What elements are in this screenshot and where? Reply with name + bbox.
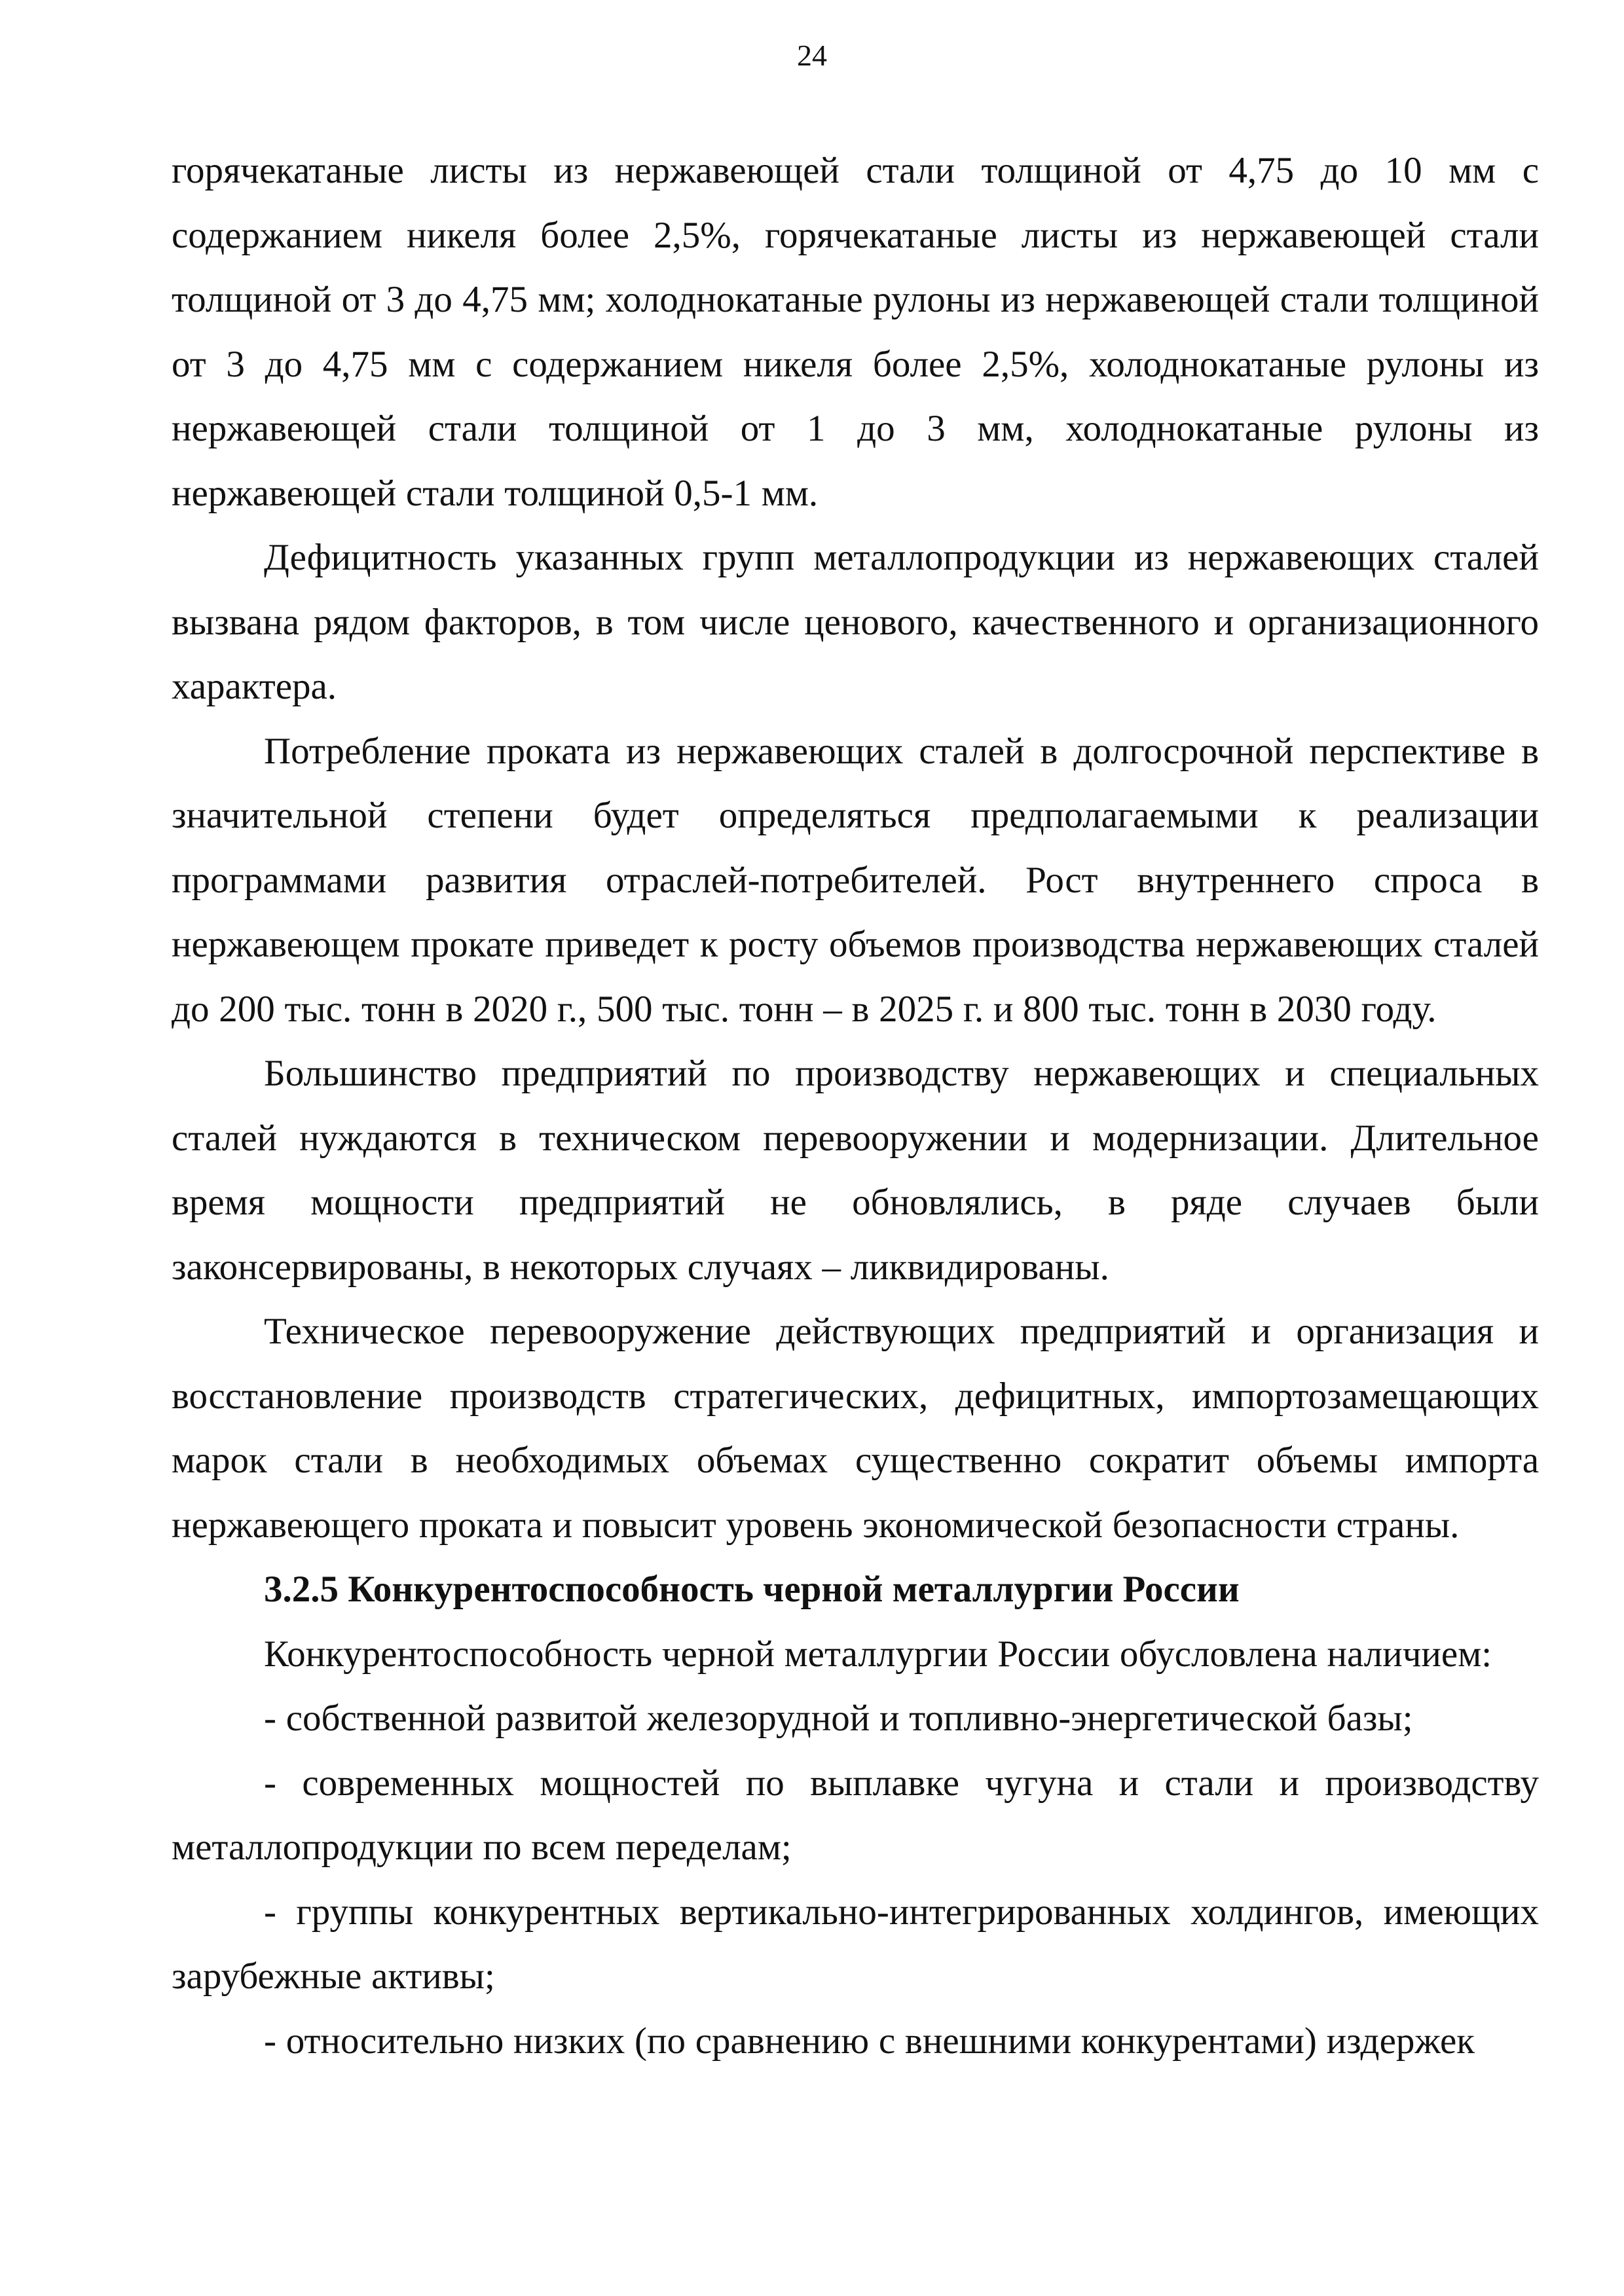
section-heading: 3.2.5 Конкурентоспособность черной металлургии России: [264, 1569, 1240, 1610]
list-item: - относительно низких (по сравнению с внешними конкурентами) издержек: [264, 2020, 1475, 2062]
paragraph-steel-products: горячекатаные листы из нержавеющей стали толщиной от 4,75 до 10 мм с содержанием никеля более 2,5%, горячекатаные листы из нержавеющей стали толщиной от 3 до 4,75 мм; холоднокатаные рулоны из нержавеющей стали толщиной от 3 до 4,75 мм с содержанием никеля более 2,5%, холоднокатаные рулоны из нержавеющей стали толщиной от 1 до 3 мм, холоднокатаные рулоны из нержавеющей стали толщиной 0,5-1 мм.: [172, 150, 1539, 514]
paragraph-deficit-factors: Дефицитность указанных групп металлопродукции из нержавеющих сталей вызвана рядом факторов, в том числе ценового, качественного и организационного характера.: [172, 537, 1539, 707]
document-body: [172, 139, 1539, 2073]
page-number: 24: [797, 39, 827, 72]
list-item: - современных мощностей по выплавке чугуна и стали и производству металлопродукции по всем переделам;: [172, 1762, 1539, 1868]
section-intro: Конкурентоспособность черной металлургии России обусловлена наличием:: [264, 1633, 1492, 1675]
paragraph-technical-reequipment: Техническое перевооружение действующих предприятий и организация и восстановление производств стратегических, дефицитных, импортозамещающих марок стали в необходимых объемах существенно сократит объемы импорта нержавеющего проката и повысит уровень экономической безопасности страны.: [172, 1311, 1539, 1546]
list-item: - собственной развитой железорудной и топливно-энергетической базы;: [264, 1698, 1413, 1739]
paragraph-modernization-need: Большинство предприятий по производству нержавеющих и специальных сталей нуждаются в техническом перевооружении и модернизации. Длительное время мощности предприятий не обновлялись, в ряде случаев были законсервированы, в некоторых случаях – ликвидированы.: [172, 1053, 1539, 1288]
list-item: - группы конкурентных вертикально-интегрированных холдингов, имеющих зарубежные активы;: [172, 1891, 1539, 1997]
paragraph-consumption-forecast: Потребление проката из нержавеющих сталей в долгосрочной перспективе в значительной степени будет определяться предполагаемыми к реализации программами развития отраслей-потребителей. Рост внутреннего спроса в нержавеющем прокате приведет к росту объемов производства нержавеющих сталей до 200 тыс. тонн в 2020 г., 500 тыс. тонн – в 2025 г. и 800 тыс. тонн в 2030 году.: [172, 730, 1539, 1030]
